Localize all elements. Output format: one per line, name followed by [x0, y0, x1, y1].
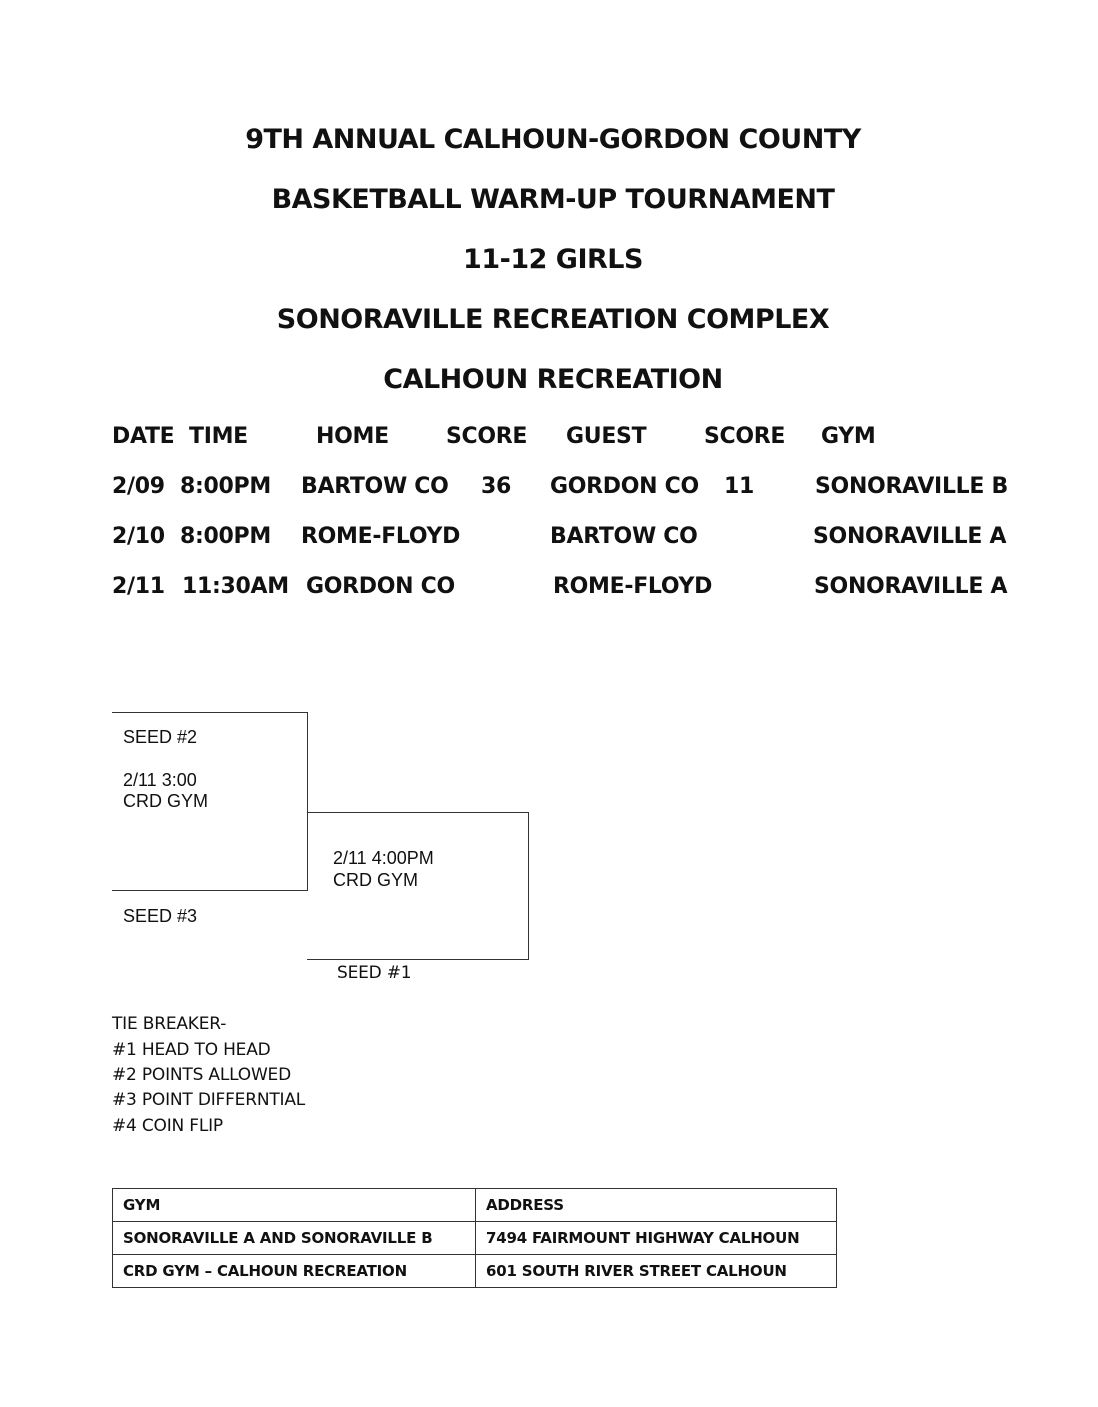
title-line-5: CALHOUN RECREATION [383, 364, 723, 395]
tiebreaker-item-4: #4 COIN FLIP [112, 1116, 223, 1136]
bracket-seed-3: SEED #3 [123, 906, 198, 926]
row2-time: 8:00PM [180, 524, 271, 549]
col-header-gym: GYM [821, 424, 876, 449]
bracket-line-game1-vertical [307, 712, 308, 891]
bracket-line-seed1 [307, 959, 529, 960]
title-line-1: 9TH ANNUAL CALHOUN-GORDON COUNTY [245, 124, 861, 155]
row3-date: 2/11 [112, 574, 165, 599]
col-header-home: HOME [316, 424, 389, 449]
table-cell-address: 7494 FAIRMOUNT HIGHWAY CALHOUN [476, 1222, 837, 1255]
table-header-row [113, 1189, 837, 1222]
row2-gym: SONORAVILLE A [813, 524, 1007, 549]
row1-gym: SONORAVILLE B [815, 474, 1008, 499]
table-row [113, 1222, 837, 1255]
table-cell-gym: CRD GYM – CALHOUN RECREATION [113, 1255, 476, 1288]
col-header-time: TIME [189, 424, 248, 449]
bracket-line-seed2 [112, 712, 308, 713]
row1-date: 2/09 [112, 474, 165, 499]
row3-gym: SONORAVILLE A [814, 574, 1008, 599]
bracket-final-gym: CRD GYM [333, 870, 418, 890]
row1-time: 8:00PM [180, 474, 271, 499]
bracket-line-final-vertical [528, 812, 529, 960]
bracket-game1-gym: CRD GYM [123, 791, 208, 811]
row1-guest-score: 11 [724, 474, 755, 499]
table-header-address: ADDRESS [476, 1189, 837, 1222]
row3-guest: ROME-FLOYD [553, 574, 713, 599]
table-row [113, 1255, 837, 1288]
bracket-line-seed3 [112, 890, 308, 891]
col-header-guest-score: SCORE [704, 424, 786, 449]
col-header-home-score: SCORE [446, 424, 528, 449]
gym-address-table [112, 1188, 837, 1288]
bracket-line-winner [307, 812, 529, 813]
row1-home-score: 36 [481, 474, 512, 499]
row1-guest: GORDON CO [550, 474, 699, 499]
table-cell-address: 601 SOUTH RIVER STREET CALHOUN [476, 1255, 837, 1288]
title-line-2: BASKETBALL WARM-UP TOURNAMENT [271, 184, 835, 215]
table-cell-gym: SONORAVILLE A AND SONORAVILLE B [113, 1222, 476, 1255]
row1-home: BARTOW CO [301, 474, 449, 499]
bracket-seed-1: SEED #1 [337, 963, 412, 983]
col-header-guest: GUEST [566, 424, 647, 449]
col-header-date: DATE [112, 424, 175, 449]
title-line-3: 11-12 GIRLS [463, 244, 643, 275]
tiebreaker-item-1: #1 HEAD TO HEAD [112, 1040, 271, 1060]
bracket-final-time: 2/11 4:00PM [333, 848, 434, 868]
row3-time: 11:30AM [182, 574, 289, 599]
row3-home: GORDON CO [306, 574, 455, 599]
bracket-game1-time: 2/11 3:00 [123, 770, 197, 790]
row2-home: ROME-FLOYD [301, 524, 461, 549]
row2-guest: BARTOW CO [550, 524, 698, 549]
tiebreaker-title: TIE BREAKER- [112, 1014, 227, 1034]
tiebreaker-item-3: #3 POINT DIFFERNTIAL [112, 1090, 306, 1110]
table-header-gym: GYM [113, 1189, 476, 1222]
row2-date: 2/10 [112, 524, 165, 549]
bracket-seed-2: SEED #2 [123, 727, 198, 747]
title-line-4: SONORAVILLE RECREATION COMPLEX [276, 304, 830, 335]
tiebreaker-item-2: #2 POINTS ALLOWED [112, 1065, 291, 1085]
